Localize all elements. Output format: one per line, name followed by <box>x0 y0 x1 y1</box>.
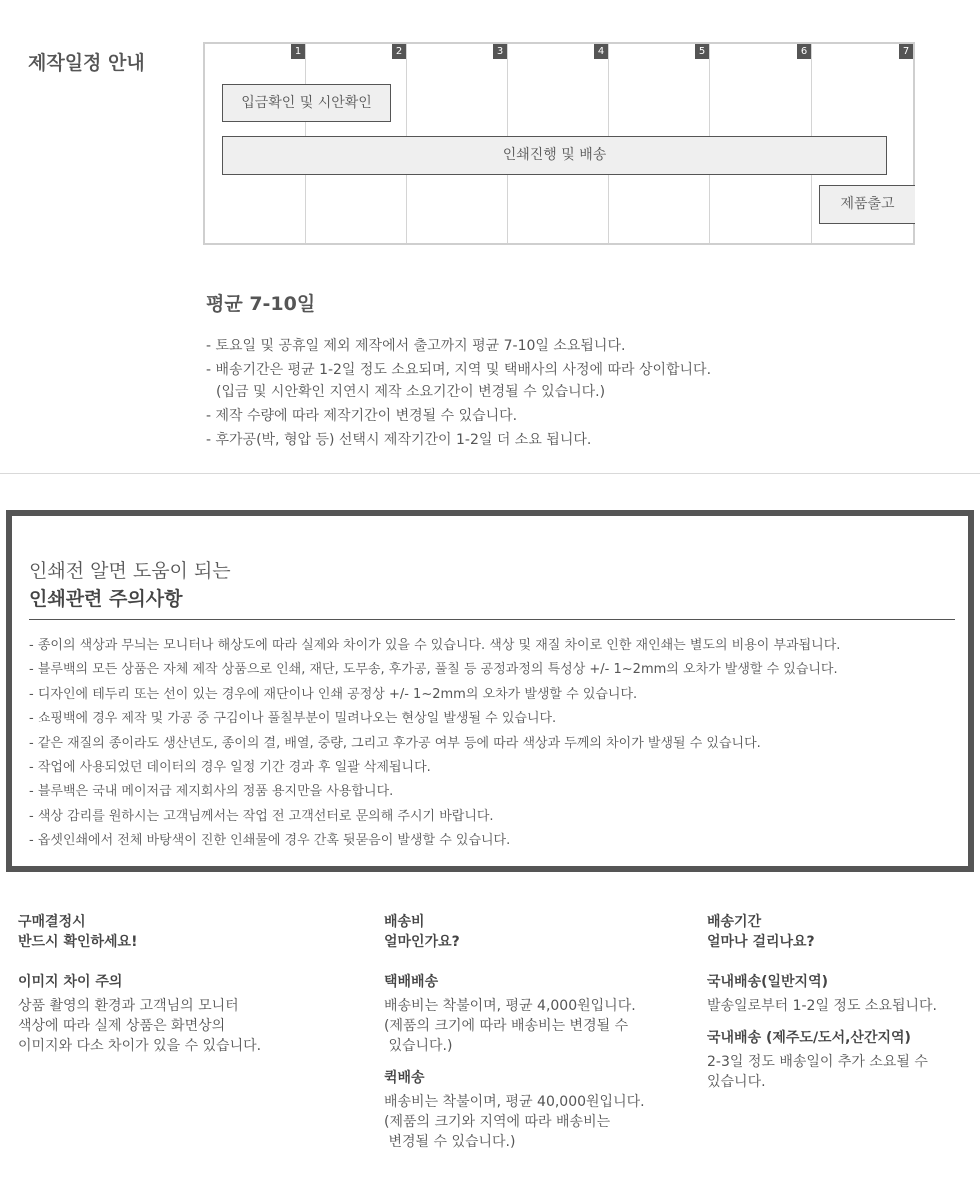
day-number-6: 6 <box>797 44 811 59</box>
caution-item: - 옵셋인쇄에서 전체 바탕색이 진한 인쇄물에 경우 간혹 뒷묻음이 발생할 수 있습니다. <box>29 833 511 849</box>
print-caution-box <box>6 510 974 872</box>
day-number-3: 3 <box>493 44 507 59</box>
schedule-note: - 배송기간은 평균 1-2일 정도 소요되며, 지역 및 택배사의 사정에 따라 상이합니다. <box>206 362 712 378</box>
caution-item: - 블루백은 국내 메이저급 제지회사의 정품 용지만을 사용합니다. <box>29 784 394 800</box>
caution-item: - 블루백의 모든 상품은 자체 제작 상품으로 인쇄, 재단, 도무송, 후가공, 풀칠 등 공정과정의 특성상 +/- 1~2mm의 오차가 발생할 수 있습니다. <box>29 662 838 678</box>
courier-title: 택배배송 <box>384 974 439 990</box>
purchase-text-line: 상품 촬영의 환경과 고객님의 모니터 <box>18 998 239 1014</box>
shipping-cost-heading-2: 얼마인가요? <box>384 934 460 950</box>
day-number-1: 1 <box>291 44 305 59</box>
island-text-line: 2-3일 정도 배송일이 추가 소요될 수 <box>707 1054 928 1070</box>
schedule-note-sub: (입금 및 시안확인 지연시 제작 소요기간이 변경될 수 있습니다.) <box>216 384 606 400</box>
product-release-bar: 제품출고 <box>819 185 915 224</box>
island-title: 국내배송 (제주도/도서,산간지역) <box>707 1030 911 1046</box>
schedule-title: 제작일정 안내 <box>28 52 145 74</box>
purchase-text-line: 색상에 따라 실제 상품은 화면상의 <box>18 1018 226 1034</box>
shipping-cost-column <box>384 912 645 1152</box>
caution-subtitle: 인쇄전 알면 도움이 되는 <box>29 560 231 582</box>
section-divider <box>0 473 980 474</box>
schedule-notes <box>206 334 711 452</box>
schedule-note: - 후가공(박, 형압 등) 선택시 제작기간이 1-2일 더 소요 됩니다. <box>206 432 592 448</box>
purchase-info-column <box>18 912 261 1056</box>
payment-confirm-bar: 입금확인 및 시안확인 <box>222 84 391 122</box>
shipping-period-column <box>707 912 937 1092</box>
caution-item: - 색상 감리를 원하시는 고객님께서는 작업 전 고객선터로 문의해 주시기 바랍니다. <box>29 808 494 824</box>
purchase-text-line: 이미지와 다소 차이가 있을 수 있습니다. <box>18 1038 262 1054</box>
day-number-4: 4 <box>594 44 608 59</box>
image-difference-title: 이미지 차이 주의 <box>18 974 123 990</box>
domestic-text-line: 발송일로부터 1-2일 정도 소요됩니다. <box>707 998 938 1014</box>
courier-text-line: 배송비는 착불이며, 평균 4,000원입니다. <box>384 998 636 1014</box>
quick-text-line: 변경될 수 있습니다.) <box>384 1134 516 1150</box>
average-period-title: 평균 7-10일 <box>206 293 316 315</box>
shipping-cost-heading-1: 배송비 <box>384 914 425 930</box>
caution-divider <box>29 619 955 620</box>
shipping-period-heading-2: 얼마나 걸리나요? <box>707 934 815 950</box>
island-text-line: 있습니다. <box>707 1074 766 1090</box>
caution-item: - 같은 재질의 종이라도 생산년도, 종이의 결, 배열, 중량, 그리고 후가공 여부 등에 따라 색상과 두께의 차이가 발생될 수 있습니다. <box>29 735 761 751</box>
courier-text-line: 있습니다.) <box>384 1038 453 1054</box>
day-number-7: 7 <box>899 44 913 59</box>
schedule-note: - 제작 수량에 따라 제작기간이 변경될 수 있습니다. <box>206 408 518 424</box>
schedule-note: - 토요일 및 공휴일 제외 제작에서 출고까지 평균 7-10일 소요됩니다. <box>206 338 626 354</box>
caution-item: - 쇼핑백에 경우 제작 및 가공 중 구김이나 풀칠부분이 밀려나오는 현상일 발생될 수 있습니다. <box>29 711 557 727</box>
day-number-5: 5 <box>695 44 709 59</box>
purchase-heading-1: 구매결정시 <box>18 914 86 930</box>
quick-text-line: (제품의 크기와 지역에 따라 배송비는 <box>384 1114 611 1130</box>
purchase-heading-2: 반드시 확인하세요! <box>18 934 138 950</box>
quick-text-line: 배송비는 착불이며, 평균 40,000원입니다. <box>384 1094 645 1110</box>
shipping-period-heading-1: 배송기간 <box>707 914 762 930</box>
caution-item: - 디자인에 테두리 또는 선이 있는 경우에 재단이나 인쇄 공정상 +/- 1~2mm의 오차가 발생할 수 있습니다. <box>29 686 638 702</box>
schedule-gantt-chart <box>203 42 915 245</box>
caution-title: 인쇄관련 주의사항 <box>29 588 183 610</box>
day-number-2: 2 <box>392 44 406 59</box>
courier-text-line: (제품의 크기에 따라 배송비는 변경될 수 <box>384 1018 629 1034</box>
quick-title: 퀵배송 <box>384 1070 425 1086</box>
printing-shipping-bar: 인쇄진행 및 배송 <box>222 136 887 175</box>
caution-item: - 작업에 사용되었던 데이터의 경우 일정 기간 경과 후 일괄 삭제됩니다. <box>29 760 431 776</box>
caution-item: - 종이의 색상과 무늬는 모니터나 해상도에 따라 실제와 차이가 있을 수 있습니다. 색상 및 재질 차이로 인한 재인쇄는 별도의 비용이 부과됩니다. <box>29 638 841 653</box>
domestic-title: 국내배송(일반지역) <box>707 974 828 990</box>
caution-list <box>29 634 840 854</box>
